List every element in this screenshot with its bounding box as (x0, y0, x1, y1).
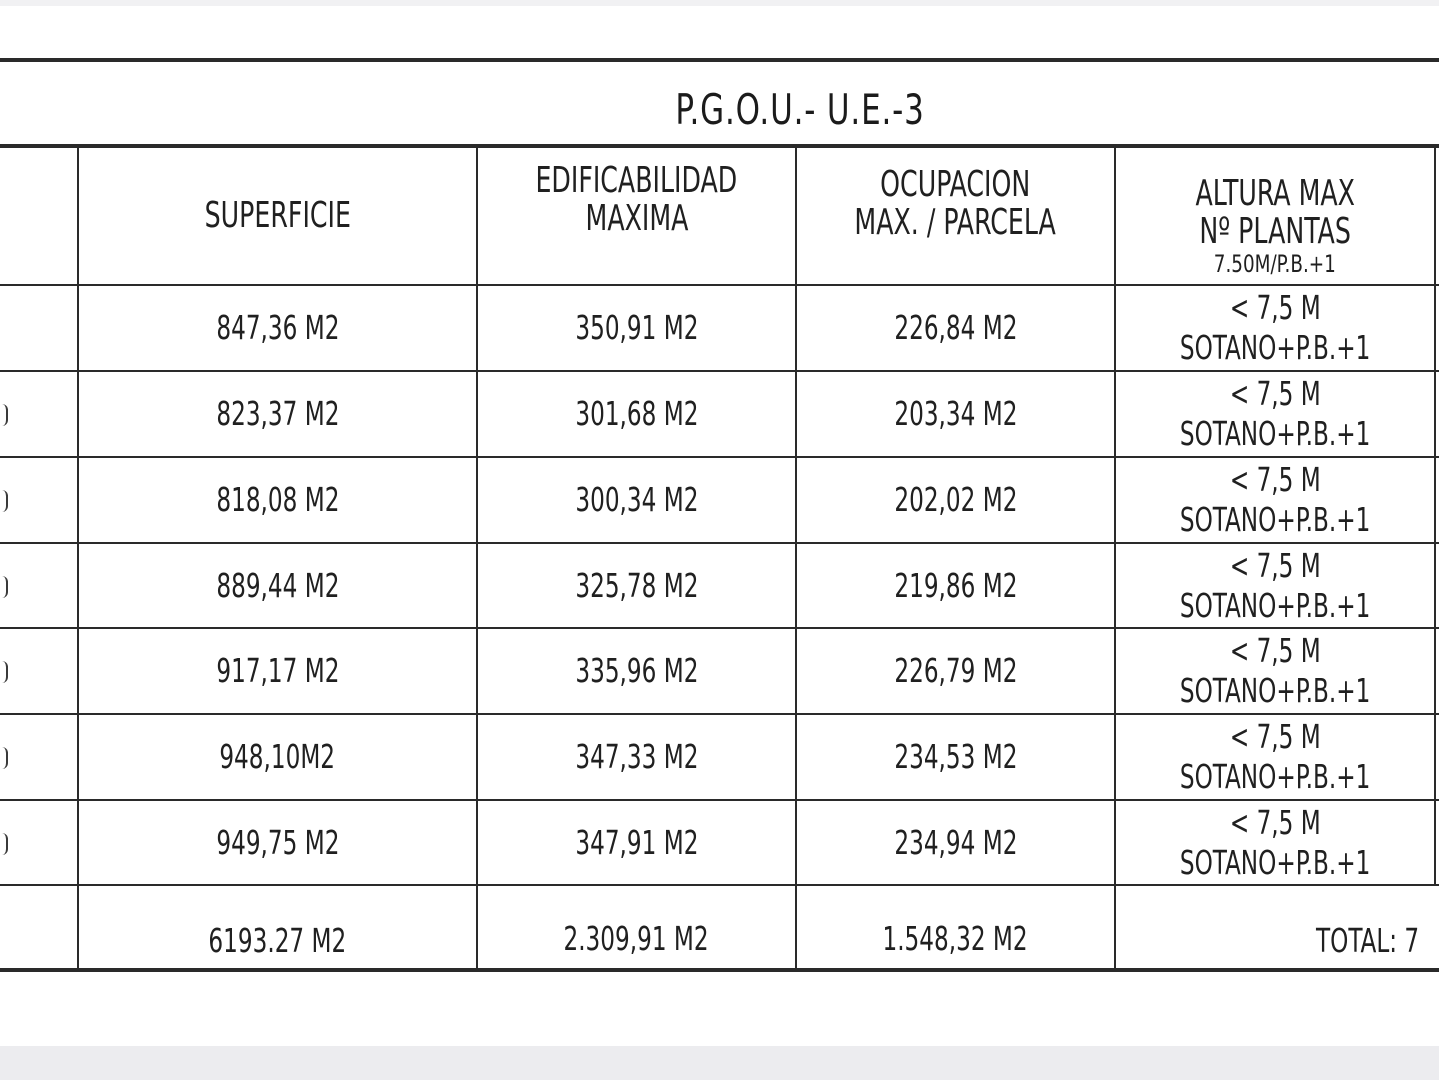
table-cell-superficie (79, 629, 476, 713)
cell-value-altura-1: < 7,5 M (1229, 546, 1321, 585)
cell-value-altura-2: SOTANO+P.B.+1 (1179, 328, 1371, 367)
cell-value: 347,33 M2 (574, 737, 699, 776)
total-superficie-value: 6193.27 M2 (208, 921, 347, 960)
cell-value: 818,08 M2 (215, 480, 340, 519)
edge-fragment (0, 747, 8, 769)
cell-value-altura-1: < 7,5 M (1229, 374, 1321, 413)
cell-value: 948,10M2 (219, 737, 336, 776)
table-cell-ocupacion (797, 801, 1114, 885)
cell-value-altura-2: SOTANO+P.B.+1 (1179, 671, 1371, 710)
header-ocupacion-line1: OCUPACION (880, 164, 1031, 205)
cell-value-altura-1: < 7,5 M (1229, 460, 1321, 499)
table-cell-superficie (79, 544, 476, 628)
total-ocupacion (797, 909, 1114, 969)
table-cell-ocupacion (797, 286, 1114, 370)
cell-value-altura-2: SOTANO+P.B.+1 (1179, 414, 1371, 453)
rule-top (0, 58, 1439, 62)
cell-value: 226,84 M2 (893, 308, 1018, 347)
viewer-bottom-band (0, 1046, 1439, 1080)
cell-value: 350,91 M2 (574, 308, 699, 347)
table-cell-edificabilidad (478, 286, 795, 370)
table-cell-altura (1116, 544, 1434, 628)
edge-fragment (0, 404, 8, 426)
header-ocupacion (797, 148, 1114, 284)
cell-value: 847,36 M2 (215, 308, 340, 347)
header-altura-line2: Nº PLANTAS (1199, 211, 1351, 252)
table-cell-superficie (79, 715, 476, 799)
table-cell-edificabilidad (478, 629, 795, 713)
cell-value-altura-2: SOTANO+P.B.+1 (1179, 586, 1371, 625)
table-cell-ocupacion (797, 715, 1114, 799)
table-cell-altura (1116, 286, 1434, 370)
total-ocupacion-value: 1.548,32 M2 (882, 919, 1029, 958)
plan-table (0, 6, 1439, 1046)
cell-value: 335,96 M2 (574, 651, 699, 690)
table-cell-altura (1116, 458, 1434, 542)
cell-value: 823,37 M2 (215, 394, 340, 433)
cell-value: 889,44 M2 (215, 566, 340, 605)
cell-value: 325,78 M2 (574, 566, 699, 605)
total-label: TOTAL: 7 (1316, 921, 1420, 960)
table-cell-ocupacion (797, 458, 1114, 542)
edge-fragment (0, 833, 8, 855)
table-cell-altura (1116, 372, 1434, 456)
document-page (0, 6, 1439, 1046)
total-edificabilidad-value: 2.309,91 M2 (563, 919, 710, 958)
cell-value: 234,94 M2 (893, 823, 1018, 862)
table-cell-ocupacion (797, 629, 1114, 713)
edge-fragment (0, 661, 8, 683)
header-altura (1116, 148, 1434, 284)
table-cell-altura (1116, 629, 1434, 713)
table-cell-edificabilidad (478, 544, 795, 628)
header-edificabilidad-line2: MAXIMA (585, 198, 688, 239)
cell-value-altura-2: SOTANO+P.B.+1 (1179, 843, 1371, 882)
cell-value-altura-1: < 7,5 M (1229, 288, 1321, 327)
cell-value: 219,86 M2 (893, 566, 1018, 605)
table-cell-ocupacion (797, 372, 1114, 456)
header-superficie (79, 148, 476, 284)
cell-value: 917,17 M2 (215, 651, 340, 690)
cell-value-altura-1: < 7,5 M (1229, 717, 1321, 756)
cell-value: 347,91 M2 (574, 823, 699, 862)
table-cell-superficie (79, 458, 476, 542)
table-cell-superficie (79, 801, 476, 885)
cell-value: 203,34 M2 (893, 394, 1018, 433)
cell-value: 300,34 M2 (574, 480, 699, 519)
table-cell-superficie (79, 286, 476, 370)
cell-value-altura-2: SOTANO+P.B.+1 (1179, 500, 1371, 539)
total-edificabilidad (478, 909, 795, 969)
edge-fragment (0, 490, 8, 512)
table-cell-superficie (79, 372, 476, 456)
cell-value-altura-1: < 7,5 M (1229, 803, 1321, 842)
table-cell-altura (1116, 715, 1434, 799)
cell-value: 234,53 M2 (893, 737, 1018, 776)
header-altura-sub: 7.50M/P.B.+1 (1213, 250, 1337, 278)
header-ocupacion-line2: MAX. / PARCELA (854, 202, 1057, 243)
cell-value-altura-2: SOTANO+P.B.+1 (1179, 757, 1371, 796)
cell-value-altura-1: < 7,5 M (1229, 631, 1321, 670)
cell-value: 949,75 M2 (215, 823, 340, 862)
cell-value: 301,68 M2 (574, 394, 699, 433)
header-edificabilidad-line1: EDIFICABILIDAD (535, 160, 738, 201)
cell-value: 202,02 M2 (893, 480, 1018, 519)
table-title: P.G.O.U.- U.E.-3 (675, 85, 925, 134)
header-edificabilidad (478, 148, 795, 284)
table-cell-edificabilidad (478, 372, 795, 456)
edge-fragment (0, 576, 8, 598)
table-cell-edificabilidad (478, 458, 795, 542)
table-cell-ocupacion (797, 544, 1114, 628)
table-cell-edificabilidad (478, 715, 795, 799)
header-superficie-label: SUPERFICIE (204, 195, 351, 236)
table-cell-altura (1116, 801, 1434, 885)
total-superficie (79, 911, 476, 971)
col-divider-5 (1434, 146, 1436, 886)
cell-value: 226,79 M2 (893, 651, 1018, 690)
table-cell-edificabilidad (478, 801, 795, 885)
header-altura-line1: ALTURA MAX (1195, 173, 1355, 214)
